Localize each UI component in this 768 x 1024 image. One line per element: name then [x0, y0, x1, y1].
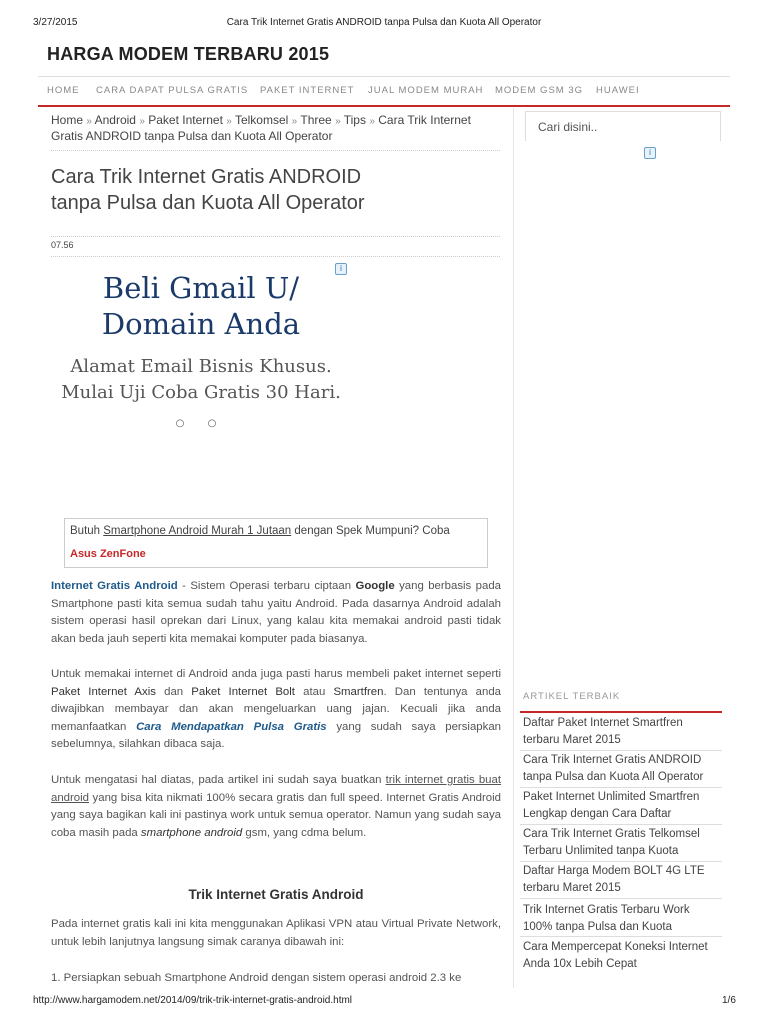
breadcrumb-paket-internet[interactable]: Paket Internet	[148, 113, 223, 127]
breadcrumb-home[interactable]: Home	[51, 113, 84, 127]
nav-paket-internet[interactable]: PAKET INTERNET	[260, 85, 355, 96]
post-date: 07.56	[51, 240, 74, 250]
link-pulsa-gratis[interactable]: Cara Mendapatkan Pulsa Gratis	[136, 720, 327, 733]
search-placeholder: Cari disini..	[538, 120, 598, 134]
breadcrumb-current: Cara Trik Internet	[378, 113, 471, 127]
nav-huawei[interactable]: HUAWEI	[596, 85, 640, 96]
breadcrumb-separator: »	[139, 116, 145, 127]
promo-box	[64, 518, 488, 568]
sidebar-article-line: Terbaru Unlimited tanpa Kuota	[523, 845, 679, 857]
link-internet-gratis[interactable]: Internet Gratis Android	[51, 580, 178, 592]
sidebar-article-line: Daftar Harga Modem BOLT 4G LTE	[523, 865, 705, 877]
main-nav	[38, 76, 730, 107]
text-span: . Dan tentunya anda diwajibkan membayar dan akan mengeluarkan uang jajan. Kecuali jika anda memanfaatkan	[51, 685, 502, 733]
ad-carousel-dots[interactable]: ○ ○	[175, 418, 227, 429]
post-title-line: tanpa Pulsa dan Kuota All Operator	[51, 192, 365, 214]
divider	[51, 150, 500, 151]
breadcrumb-separator: »	[335, 116, 341, 127]
sidebar-article-link[interactable]	[523, 902, 721, 936]
divider	[520, 936, 722, 937]
info-icon[interactable]: i	[335, 263, 347, 275]
print-title: Cara Trik Internet Gratis ANDROID tanpa Pulsa dan Kuota All Operator	[226, 17, 542, 28]
text-span: yang berbasis pada Smartphone pasti kita semua sudah tahu yaitu Android. Pada dasarnya Android adalah sistem operasi hasil oprekan dari Linux, yang kalau kita memakai android pasti tidak akan beda jauh seperti kita memakai komputer pada biasanya.	[51, 580, 501, 645]
text-span: gsm, yang cdma belum.	[242, 826, 367, 839]
text-span: dan	[155, 685, 192, 698]
search-input[interactable]	[525, 111, 721, 141]
nav-jual-modem[interactable]: JUAL MODEM MURAH	[368, 85, 484, 96]
print-header	[0, 0, 768, 30]
ad-banner[interactable]	[52, 262, 350, 442]
text-span: Untuk mengatasi hal diatas, pada artikel ini sudah saya buatkan	[51, 774, 386, 786]
breadcrumb-tips[interactable]: Tips	[343, 113, 366, 127]
link-trik-internet[interactable]: trik internet gratis buat android	[51, 774, 502, 804]
site-title[interactable]: HARGA MODEM TERBARU 2015	[47, 44, 330, 64]
print-footer-page: 1/6	[722, 995, 736, 1006]
ad-subtext-line: Mulai Uji Coba Gratis 30 Hari.	[61, 382, 341, 403]
paragraph-intro	[51, 578, 501, 648]
breadcrumb-current-cont: Gratis ANDROID tanpa Pulsa dan Kuota All Operator	[51, 129, 333, 143]
column-divider	[513, 108, 514, 988]
text-emph: Paket Internet Axis	[51, 685, 156, 698]
text-span: yang sudah saya persiapkan sebelumnya, silahkan dibaca saja.	[51, 720, 501, 750]
sidebar-article-line: Cara Mempercepat Koneksi Internet	[523, 941, 708, 953]
breadcrumb-telkomsel[interactable]: Telkomsel	[234, 113, 289, 127]
paragraph-trik	[51, 772, 501, 842]
nav-home[interactable]: HOME	[47, 85, 80, 96]
print-footer-url: http://www.hargamodem.net/2014/09/trik-trik-internet-gratis-android.html	[33, 995, 353, 1006]
promo-text-pre: Butuh	[70, 525, 104, 537]
breadcrumb-separator: »	[86, 116, 92, 127]
sidebar-article-link[interactable]	[523, 863, 721, 897]
promo-text-post: dengan Spek Mumpuni? Coba	[291, 525, 450, 537]
sidebar-article-line: Daftar Paket Internet Smartfren	[523, 717, 683, 729]
sidebar-article-line: terbaru Maret 2015	[523, 734, 621, 746]
sidebar-article-line: terbaru Maret 2015	[523, 882, 621, 894]
post-title-line: Cara Trik Internet Gratis ANDROID	[51, 166, 362, 188]
text-span: - Sistem Operasi terbaru ciptaan	[177, 580, 356, 592]
divider	[51, 236, 500, 237]
divider	[520, 787, 722, 788]
sidebar-article-link[interactable]	[523, 939, 721, 973]
text-span: Untuk memakai internet di Android anda juga pasti harus membeli paket internet seperti	[51, 668, 501, 680]
divider	[520, 898, 722, 899]
divider	[51, 256, 500, 257]
sidebar-heading-underline	[520, 711, 722, 713]
nav-cara-dapat-pulsa[interactable]: CARA DAPAT PULSA GRATIS	[96, 85, 249, 96]
ad-headline-line: Domain Anda	[101, 307, 301, 341]
sidebar-article-line: tanpa Pulsa dan Kuota All Operator	[523, 771, 704, 783]
post-title	[51, 164, 491, 216]
section-heading: Trik Internet Gratis Android	[188, 887, 364, 902]
text-emph: Paket Internet Bolt	[191, 685, 295, 698]
ad-headline-line: Beli Gmail U/	[102, 271, 300, 305]
sidebar-article-line: 100% tanpa Pulsa dan Kuota	[523, 921, 672, 933]
sidebar-article-link[interactable]	[523, 752, 721, 786]
text-italic: smartphone android	[140, 826, 243, 839]
breadcrumb-three[interactable]: Three	[300, 113, 332, 127]
breadcrumb-separator: »	[226, 116, 232, 127]
text-span: yang bisa kita nikmati 100% secara gratis dan full speed. Internet Gratis Android yang saya bagikan kali ini pastinya work untuk semua operator. Namun yang sudah saya coba masih pada	[51, 791, 501, 839]
sidebar-article-line: Cara Trik Internet Gratis ANDROID	[523, 754, 702, 766]
print-date: 3/27/2015	[33, 17, 78, 28]
divider	[520, 824, 722, 825]
info-icon[interactable]: i	[644, 147, 656, 159]
text-emph: Smartfren	[333, 685, 384, 698]
breadcrumb	[51, 113, 501, 143]
sidebar-article-line: Trik Internet Gratis Terbaru Work	[523, 904, 690, 916]
text-span: atau	[294, 685, 334, 698]
ad-subtext-line: Alamat Email Bisnis Khusus.	[70, 356, 332, 377]
breadcrumb-separator: »	[291, 116, 298, 127]
paragraph-paket	[51, 666, 501, 754]
text-bold: Google	[355, 580, 395, 592]
sidebar-article-link[interactable]	[523, 715, 721, 749]
promo-brand-link[interactable]: Asus ZenFone	[70, 548, 146, 560]
sidebar-article-line: Anda 10x Lebih Cepat	[523, 958, 637, 970]
nav-modem-gsm[interactable]: MODEM GSM 3G	[495, 85, 584, 96]
sidebar-article-link[interactable]	[523, 789, 721, 823]
sidebar-article-line: Paket Internet Unlimited Smartfren	[523, 791, 700, 803]
paragraph-step1: 1. Persiapkan sebuah Smartphone Android dengan sistem operasi android 2.3 ke	[51, 972, 462, 984]
promo-text	[70, 525, 450, 537]
breadcrumb-separator: »	[369, 116, 375, 127]
paragraph-vpn: Pada internet gratis kali ini kita menggunakan Aplikasi VPN atau Virtual Private Network, untuk lebih lanjutnya langsung simak caranya dibawah ini:	[51, 918, 501, 948]
divider	[520, 861, 722, 862]
sidebar-article-line: Lengkap dengan Cara Daftar	[523, 808, 672, 820]
sidebar-article-link[interactable]	[523, 826, 721, 860]
promo-link[interactable]: Smartphone Android Murah 1 Jutaan	[103, 525, 292, 537]
sidebar-article-line: Cara Trik Internet Gratis Telkomsel	[523, 828, 700, 840]
divider	[520, 750, 722, 751]
sidebar-heading: ARTIKEL TERBAIK	[523, 691, 621, 702]
ad-subtext	[52, 354, 350, 406]
ad-headline	[52, 270, 350, 342]
breadcrumb-android[interactable]: Android	[94, 113, 136, 127]
